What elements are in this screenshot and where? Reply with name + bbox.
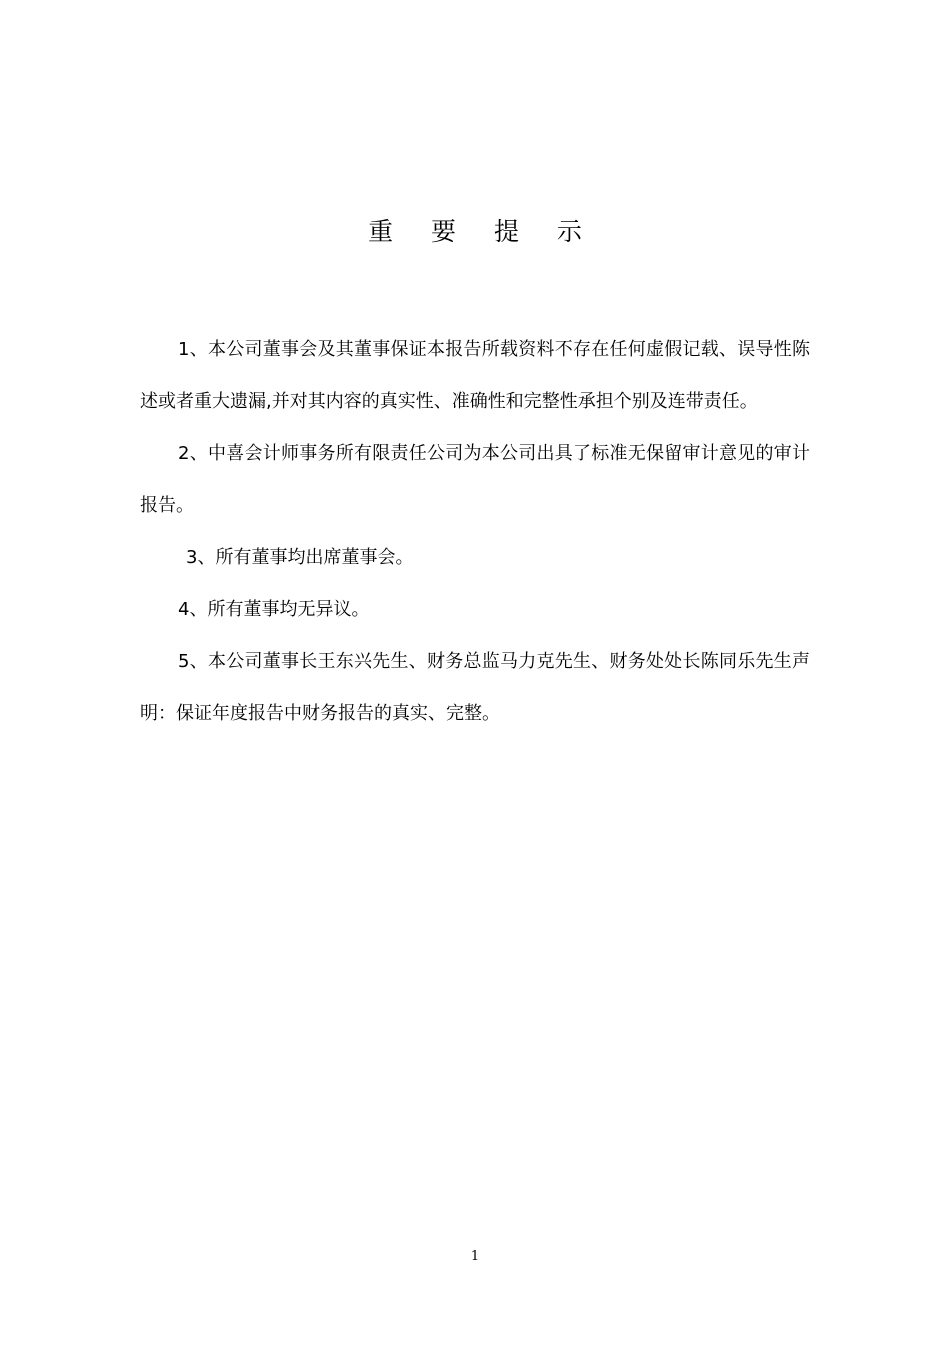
notice-body (140, 324, 810, 740)
notice-paragraph-2: 2、中喜会计师事务所有限责任公司为本公司出具了标准无保留审计意见的审计报告。 (140, 443, 810, 516)
notice-paragraph-4: 4、所有董事均无异议。 (178, 599, 370, 620)
page-number: 1 (470, 1249, 480, 1264)
page-title: 重 要 提 示 (368, 217, 597, 246)
notice-paragraph-5: 5、本公司董事长王东兴先生、财务总监马力克先生、财务处处长陈同乐先生声明：保证年度报告中财务报告的真实、完整。 (140, 651, 810, 724)
notice-paragraph-3: 3、所有董事均出席董事会。 (186, 547, 414, 568)
notice-paragraph-1: 1、本公司董事会及其董事保证本报告所载资料不存在任何虚假记载、误导性陈述或者重大遗漏,并对其内容的真实性、准确性和完整性承担个别及连带责任。 (140, 339, 810, 412)
